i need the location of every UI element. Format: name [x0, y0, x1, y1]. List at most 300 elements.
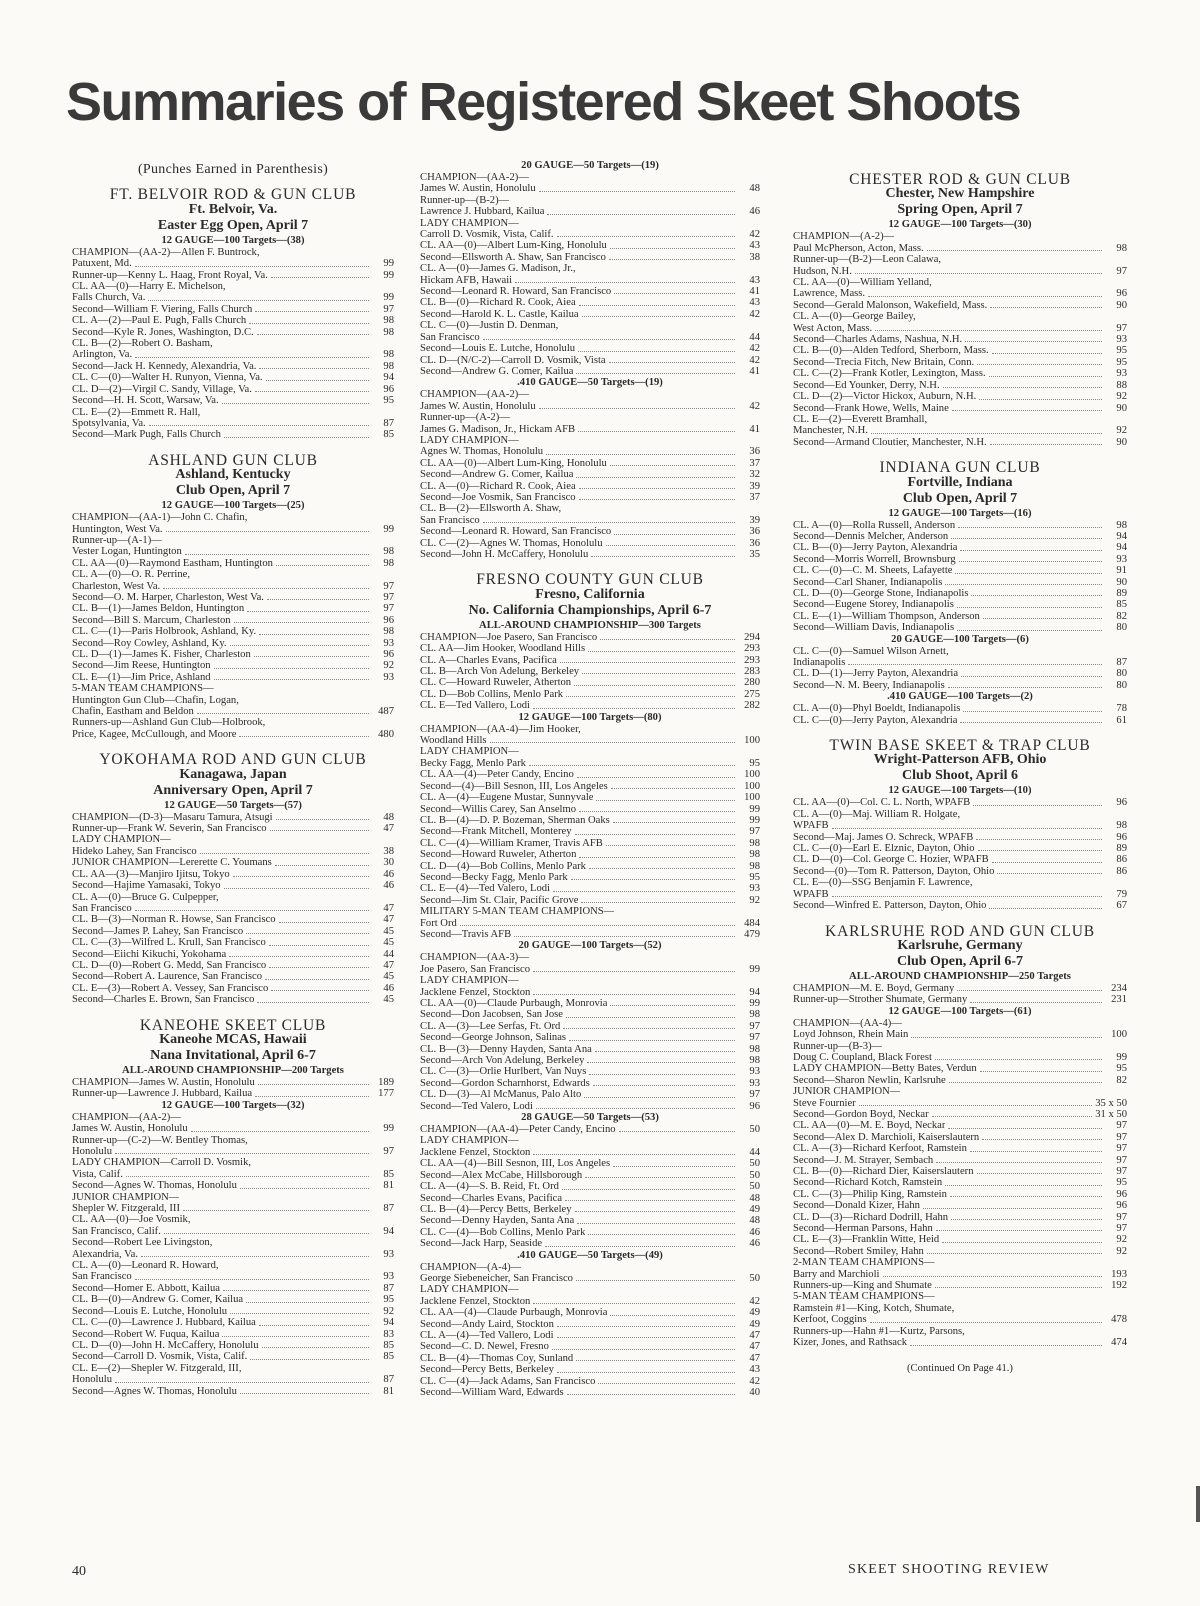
- result-row: [793, 820, 1127, 831]
- dot-leader: [545, 1246, 735, 1247]
- result-score: 93: [383, 1271, 394, 1283]
- result-row: [420, 666, 760, 677]
- result-text: Hickam AFB, Hawaii: [420, 274, 513, 286]
- result-text: Kizer, Jones, and Rathsack: [793, 1337, 908, 1349]
- result-score: 45: [383, 925, 394, 937]
- result-text: Second—Maj. James O. Schreck, WPAFB: [793, 831, 974, 843]
- result-row: [793, 1280, 1127, 1291]
- result-row: [72, 983, 394, 994]
- dot-leader: [989, 376, 1102, 377]
- result-text: Second—Donald Kizer, Hahn: [793, 1200, 920, 1212]
- result-text: CL. B—(0)—Jerry Payton, Alexandria: [793, 542, 958, 554]
- result-row: [72, 603, 394, 614]
- result-score: 41: [749, 423, 760, 435]
- result-score: 49: [749, 1203, 760, 1215]
- dot-leader: [575, 1211, 735, 1212]
- result-text: Vista, Calif.: [72, 1168, 123, 1180]
- result-score: 93: [383, 637, 394, 649]
- dot-leader: [992, 353, 1102, 354]
- dot-leader: [126, 1176, 369, 1177]
- result-text: JUNIOR CHAMPION—Lererette C. Youmans: [72, 857, 272, 869]
- result-score: 85: [1116, 599, 1127, 611]
- dot-leader: [255, 391, 369, 392]
- gauge-heading: ALL-AROUND CHAMPIONSHIP—300 Targets: [479, 619, 701, 631]
- event-title: Club Open, April 6-7: [896, 953, 1024, 969]
- result-row: [72, 971, 394, 982]
- result-text: Ramstein #1—King, Kotch, Shumate,: [793, 1302, 955, 1314]
- result-text: Second—Robert Smiley, Hahn: [793, 1245, 924, 1257]
- result-row: [420, 1262, 760, 1273]
- result-score: 31 x 50: [1095, 1108, 1127, 1120]
- result-score: 98: [383, 557, 394, 569]
- result-row: [793, 983, 1127, 994]
- dot-leader: [859, 1105, 1093, 1106]
- result-score: 96: [1116, 1200, 1127, 1212]
- dot-leader: [574, 685, 735, 686]
- dot-leader: [269, 945, 369, 946]
- result-score: 275: [744, 688, 760, 700]
- result-score: 37: [749, 457, 760, 469]
- dot-leader: [610, 1315, 735, 1316]
- result-row: [72, 672, 394, 683]
- result-text: CL. AA—(0)—Albert Lum-King, Honolulu: [420, 240, 607, 252]
- result-text: Second—Don Jacobsen, San Jose: [420, 1009, 563, 1021]
- dot-leader: [587, 1062, 735, 1063]
- result-score: 93: [1116, 553, 1127, 565]
- dot-leader: [983, 618, 1102, 619]
- dot-leader: [961, 676, 1102, 677]
- result-score: 80: [1116, 622, 1127, 634]
- result-score: 79: [1116, 888, 1127, 900]
- result-text: Second—Ed Younker, Derry, N.H.: [793, 379, 940, 391]
- result-row: [72, 1237, 394, 1248]
- result-score: 42: [749, 354, 760, 366]
- result-score: 90: [1116, 402, 1127, 414]
- result-score: 85: [383, 429, 394, 441]
- result-score: 38: [749, 251, 760, 263]
- dot-leader: [579, 857, 735, 858]
- result-text: Second—Leonard R. Howard, San Francisco: [420, 526, 612, 538]
- result-score: 98: [383, 315, 394, 327]
- result-score: 82: [1116, 1074, 1127, 1086]
- result-score: 46: [383, 880, 394, 892]
- result-text: CL. B—(4)—Percy Betts, Berkeley: [420, 1203, 572, 1215]
- result-text: CL. C—(4)—William Kramer, Travis AFB: [420, 837, 603, 849]
- result-row: [72, 683, 394, 694]
- dot-leader: [992, 862, 1102, 863]
- result-text: CL. A—(0)—Leonard R. Howard,: [72, 1260, 219, 1272]
- result-row: [72, 1226, 394, 1237]
- result-text: CL. B—(0)—Richard R. Cook, Aiea: [420, 297, 576, 309]
- result-row: [72, 304, 394, 315]
- dot-leader: [990, 444, 1102, 445]
- gauge-heading: .410 GAUGE—100 Targets—(2): [887, 691, 1033, 703]
- dot-leader: [148, 300, 369, 301]
- result-row: [72, 615, 394, 626]
- dot-leader: [576, 373, 735, 374]
- result-row: [72, 1329, 394, 1340]
- column-middle: [420, 160, 760, 1398]
- dot-leader: [514, 936, 735, 937]
- result-score: 89: [1116, 587, 1127, 599]
- dot-leader: [614, 293, 735, 294]
- dot-leader: [115, 1382, 369, 1383]
- dot-leader: [589, 868, 735, 869]
- result-row: [420, 366, 760, 377]
- club-location: Karlsruhe, Germany: [897, 937, 1023, 953]
- result-text: Price, Kagee, McCullough, and Moore: [72, 728, 237, 740]
- result-text: Becky Fagg, Menlo Park: [420, 757, 526, 769]
- result-text: CHAMPION—(AA-2)—: [420, 389, 529, 401]
- gauge-heading: 12 GAUGE—50 Targets—(57): [164, 799, 302, 811]
- result-row: [420, 883, 760, 894]
- result-text: Second—Jim Reese, Huntington: [72, 660, 211, 672]
- result-row: [793, 288, 1127, 299]
- result-score: 97: [749, 1032, 760, 1044]
- result-row: [420, 297, 760, 308]
- result-row: [72, 1386, 394, 1397]
- result-score: 90: [1116, 576, 1127, 588]
- result-score: 80: [1116, 679, 1127, 691]
- result-score: 39: [749, 480, 760, 492]
- result-row: [793, 1177, 1127, 1188]
- result-row: [793, 877, 1127, 888]
- result-score: 50: [749, 1169, 760, 1181]
- result-text: Huntington, West Va.: [72, 523, 163, 535]
- result-text: Second—Ellsworth A. Shaw, San Francisco: [420, 251, 606, 263]
- result-row: [420, 872, 760, 883]
- result-row: [420, 1364, 760, 1375]
- result-text: Indianapolis: [793, 657, 846, 668]
- result-score: 96: [1116, 831, 1127, 843]
- dot-leader: [910, 1345, 1102, 1346]
- result-text: Alexandria, Va.: [72, 1248, 138, 1260]
- result-row: [72, 592, 394, 603]
- dot-leader: [606, 845, 735, 846]
- result-row: [72, 1112, 394, 1123]
- result-score: 92: [1116, 425, 1127, 437]
- result-row: [793, 425, 1127, 436]
- result-text: CL. AA—Jim Hooker, Woodland Hills: [420, 643, 586, 655]
- result-row: [793, 668, 1127, 679]
- result-row: [420, 1158, 760, 1169]
- result-text: Second—Joe Vosmik, San Francisco: [420, 491, 576, 503]
- result-row: [793, 1189, 1127, 1200]
- result-score: 40: [749, 1387, 760, 1398]
- page-edge-mark: [1196, 1486, 1200, 1522]
- result-row: [72, 869, 394, 880]
- dot-leader: [262, 1347, 369, 1348]
- result-row: [72, 649, 394, 660]
- result-row: [72, 327, 394, 338]
- result-text: CL. AA—(0)—Albert Lum-King, Honolulu: [420, 457, 607, 469]
- result-row: [72, 994, 394, 1005]
- dot-leader: [945, 1185, 1102, 1186]
- result-score: 88: [1116, 379, 1127, 391]
- dot-leader: [490, 742, 735, 743]
- result-score: 85: [383, 1339, 394, 1351]
- result-text: Second—Percy Betts, Berkeley: [420, 1364, 554, 1376]
- result-score: 30: [383, 857, 394, 869]
- page-title: Summaries of Registered Skeet Shoots: [66, 72, 1021, 132]
- result-score: 95: [1116, 356, 1127, 368]
- dot-leader: [240, 1188, 369, 1189]
- result-text: Second—Howard Ruweler, Atherton: [420, 849, 577, 861]
- result-row: [420, 343, 760, 354]
- result-row: [420, 240, 760, 251]
- result-row: [793, 1314, 1127, 1325]
- result-row: [420, 218, 760, 229]
- dot-leader: [460, 925, 735, 926]
- dot-leader: [214, 668, 369, 669]
- result-score: 94: [1116, 542, 1127, 554]
- result-text: CL. B—(0)—Andrew G. Comer, Kailua: [72, 1294, 244, 1306]
- dot-leader: [596, 800, 735, 801]
- result-row: [420, 746, 760, 757]
- result-score: 90: [1116, 299, 1127, 311]
- result-text: CL. A—(0)—Maj. William R. Holgate,: [793, 808, 961, 820]
- result-text: 5-MAN TEAM CHAMPIONS—: [72, 683, 214, 695]
- result-score: 98: [749, 860, 760, 872]
- result-text: CL. C—(3)—Philip King, Ramstein: [793, 1188, 947, 1200]
- result-row: [793, 266, 1127, 277]
- result-row: [420, 229, 760, 240]
- dot-leader: [141, 1256, 369, 1257]
- result-score: 42: [749, 1295, 760, 1307]
- result-row: [793, 231, 1127, 242]
- result-row: [420, 195, 760, 206]
- result-score: 44: [383, 948, 394, 960]
- result-row: [420, 724, 760, 735]
- result-score: 282: [744, 700, 760, 712]
- result-row: [72, 315, 394, 326]
- result-row: [420, 206, 760, 217]
- result-score: 42: [749, 229, 760, 241]
- result-text: CL. A—Charles Evans, Pacifica: [420, 654, 557, 666]
- result-row: [420, 1227, 760, 1238]
- result-text: Second—Winfred E. Patterson, Dayton, Ohio: [793, 900, 987, 912]
- gauge-heading: 20 GAUGE—50 Targets—(19): [521, 160, 659, 171]
- club-location: Fresno, California: [535, 586, 645, 602]
- result-text: CL. A—(4)—Eugene Mustar, Sunnyvale: [420, 792, 594, 804]
- result-row: [793, 380, 1127, 391]
- result-row: [793, 542, 1127, 553]
- result-row: [72, 429, 394, 440]
- result-text: Second—William Davis, Indianapolis: [793, 622, 955, 634]
- result-row: [793, 994, 1127, 1005]
- dot-leader: [240, 1393, 369, 1394]
- result-row: [72, 581, 394, 592]
- result-row: [793, 646, 1127, 657]
- result-row: [420, 1307, 760, 1318]
- dot-leader: [267, 599, 369, 600]
- result-text: LADY CHAMPION—: [420, 217, 519, 229]
- result-row: [72, 1363, 394, 1374]
- dot-leader: [971, 595, 1102, 596]
- result-row: [793, 1246, 1127, 1257]
- result-row: [420, 781, 760, 792]
- result-score: 44: [749, 331, 760, 343]
- dot-leader: [536, 1108, 735, 1109]
- result-row: [420, 1055, 760, 1066]
- result-text: Second—H. H. Scott, Warsaw, Va.: [72, 395, 219, 407]
- result-row: [793, 854, 1127, 865]
- dot-leader: [233, 876, 369, 877]
- result-row: [72, 292, 394, 303]
- result-text: CL. E—(3)—Franklin Witte, Heid: [793, 1234, 940, 1246]
- result-text: WPAFB: [793, 820, 829, 832]
- result-text: CL. AA—(0)—William Yelland,: [793, 277, 932, 289]
- result-text: CHAMPION—(AA-2)—: [72, 1111, 181, 1123]
- gauge-heading: 12 GAUGE—100 Targets—(25): [161, 500, 305, 512]
- result-row: [420, 183, 760, 194]
- event-title: Nana Invitational, April 6-7: [150, 1047, 316, 1063]
- result-text: Second—George Johnson, Salinas: [420, 1032, 567, 1044]
- result-row: [420, 952, 760, 963]
- result-text: Second—C. D. Newel, Fresno: [420, 1341, 549, 1353]
- result-score: 37: [749, 491, 760, 503]
- result-row: [793, 797, 1127, 808]
- result-score: 98: [1116, 242, 1127, 254]
- result-score: 293: [744, 654, 760, 666]
- dot-leader: [593, 1085, 735, 1086]
- result-row: [793, 531, 1127, 542]
- dot-leader: [598, 1383, 735, 1384]
- event-title: Easter Egg Open, April 7: [157, 217, 309, 233]
- result-text: Second—Robert Lee Livingston,: [72, 1237, 213, 1249]
- result-row: [420, 1009, 760, 1020]
- result-text: Second—Charles E. Brown, San Francisco: [72, 994, 255, 1006]
- result-row: [420, 677, 760, 688]
- dot-leader: [275, 865, 369, 866]
- result-text: Second—Leonard R. Howard, San Francisco: [420, 286, 612, 298]
- result-score: 98: [383, 349, 394, 361]
- result-score: 35: [749, 549, 760, 560]
- result-score: 49: [749, 1307, 760, 1319]
- result-score: 48: [749, 1215, 760, 1227]
- result-text: CL. B—(0)—Richard Dier, Kaiserslautern: [793, 1166, 974, 1177]
- result-text: CL. C—(0)—Justin D. Denman,: [420, 320, 559, 332]
- result-text: Second—Eugene Storey, Indianapolis: [793, 599, 954, 611]
- result-row: [72, 535, 394, 546]
- result-text: San Francisco, Calif.: [72, 1225, 161, 1237]
- result-text: Runners-up—Ashland Gun Club—Holbrook,: [72, 717, 266, 729]
- result-score: 45: [383, 994, 394, 1006]
- result-row: [72, 1180, 394, 1191]
- result-text: LADY CHAMPION—: [72, 834, 171, 846]
- club-name: CHESTER ROD & GUN CLUB: [849, 171, 1071, 188]
- event-title: Spring Open, April 7: [897, 202, 1023, 218]
- result-score: 94: [383, 1225, 394, 1237]
- dot-leader: [589, 1074, 735, 1075]
- dot-leader: [234, 622, 369, 623]
- result-row: [72, 361, 394, 372]
- dot-leader: [276, 565, 369, 566]
- result-row: [793, 368, 1127, 379]
- result-text: CL. B—(4)—Thomas Coy, Sunland: [420, 1352, 574, 1364]
- result-row: [420, 1124, 760, 1135]
- result-text: Second—Dennis Melcher, Anderson: [793, 530, 949, 542]
- result-score: 94: [749, 986, 760, 998]
- result-row: [793, 334, 1127, 345]
- dot-leader: [927, 1253, 1102, 1254]
- result-row: [793, 1166, 1127, 1177]
- result-score: 91: [1116, 565, 1127, 577]
- result-text: CHAMPION—James W. Austin, Honolulu: [72, 1076, 255, 1088]
- result-text: 2-MAN TEAM CHAMPIONS—: [793, 1257, 935, 1269]
- result-score: 43: [749, 240, 760, 252]
- result-text: Second—Carroll D. Vosmik, Vista, Calif.: [72, 1351, 248, 1363]
- result-row: [420, 1181, 760, 1192]
- result-score: 93: [749, 1066, 760, 1078]
- result-text: CL. A—(0)—O. R. Perrine,: [72, 569, 190, 581]
- result-text: CL. C—(0)—Lawrence J. Hubbard, Kailua: [72, 1317, 256, 1329]
- dot-leader: [562, 1189, 735, 1190]
- result-score: 47: [749, 1352, 760, 1364]
- dot-leader: [955, 573, 1102, 574]
- result-text: CL. B—(1)—James Beldon, Huntington: [72, 603, 245, 615]
- result-text: Second—Agnes W. Thomas, Honolulu: [72, 1180, 237, 1192]
- result-score: 478: [1111, 1314, 1127, 1326]
- result-score: 96: [383, 383, 394, 395]
- result-row: [72, 1283, 394, 1294]
- result-text: CL. D—(N/C-2)—Carroll D. Vosmik, Vista: [420, 354, 606, 366]
- result-score: 97: [1116, 1143, 1127, 1155]
- result-score: 78: [1116, 703, 1127, 715]
- result-text: Second—Andrew G. Comer, Kailua: [420, 365, 574, 377]
- result-row: [72, 384, 394, 395]
- result-row: [793, 554, 1127, 565]
- dot-leader: [832, 828, 1102, 829]
- result-text: CL. B—(3)—Norman R. Howse, San Francisco: [72, 914, 276, 926]
- result-score: 94: [383, 1317, 394, 1329]
- dot-leader: [980, 1071, 1102, 1072]
- dot-leader: [483, 339, 735, 340]
- result-score: 46: [749, 1238, 760, 1250]
- result-text: Second—(4)—Bill Sesnon, III, Los Angeles: [420, 780, 608, 792]
- result-row: [72, 660, 394, 671]
- result-score: 484: [744, 917, 760, 929]
- result-text: Second—Arch Von Adelung, Berkeley: [420, 1055, 585, 1067]
- result-row: [72, 1294, 394, 1305]
- result-row: [793, 1155, 1127, 1166]
- result-text: CL. AA—(0)—M. E. Boyd, Neckar: [793, 1120, 946, 1132]
- result-row: [793, 1052, 1127, 1063]
- result-text: Second—Eiichi Kikuchi, Yokohama: [72, 948, 227, 960]
- page-number: 40: [72, 1564, 86, 1579]
- result-text: CHAMPION—(A-4)—: [420, 1261, 522, 1273]
- result-score: 47: [749, 1329, 760, 1341]
- result-row: [420, 987, 760, 998]
- result-row: [793, 1337, 1127, 1348]
- result-row: [72, 717, 394, 728]
- dot-leader: [609, 362, 735, 363]
- club-location: Wright-Patterson AFB, Ohio: [873, 752, 1047, 768]
- result-score: 92: [1116, 1245, 1127, 1257]
- result-text: Patuxent, Md.: [72, 258, 132, 270]
- result-score: 42: [749, 1375, 760, 1387]
- result-score: 97: [1116, 1166, 1127, 1177]
- dot-leader: [610, 465, 735, 466]
- result-score: 47: [383, 902, 394, 914]
- result-text: Second—Louis E. Lutche, Honolulu: [420, 343, 576, 355]
- result-row: [72, 1157, 394, 1168]
- result-row: [420, 538, 760, 549]
- result-score: 97: [1116, 322, 1127, 334]
- result-row: [72, 569, 394, 580]
- result-row: [420, 320, 760, 331]
- result-row: [793, 588, 1127, 599]
